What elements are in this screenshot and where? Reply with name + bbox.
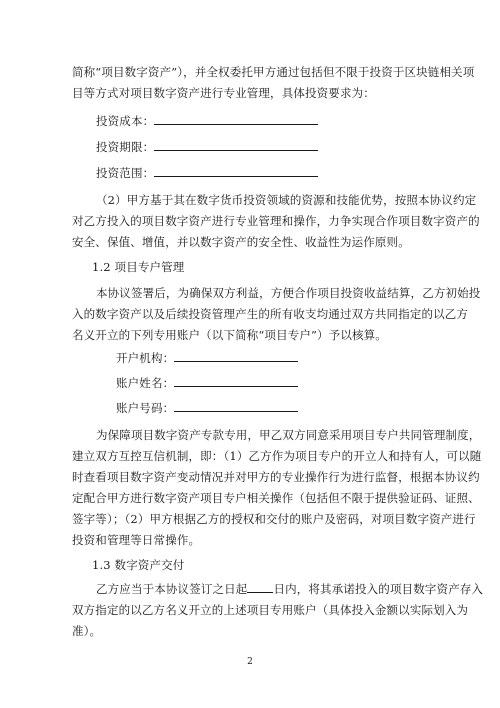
investment-period-blank bbox=[154, 139, 318, 151]
paragraph-line: 本协议签署后，为确保双方利益，方便合作项目投资收益结算，乙方初始投 bbox=[96, 286, 481, 300]
paragraph-line: 对乙方投入的项目数字资产进行专业管理和操作，力争实现合作项目数字资产的 bbox=[72, 214, 480, 228]
bank-field bbox=[116, 350, 298, 366]
investment-cost-field bbox=[96, 113, 318, 129]
account-number-label: 账户号码： bbox=[116, 401, 175, 415]
paragraph-line: （2）甲方基于其在数字货币投资领域的资源和技能优势，按照本协议约定 bbox=[96, 193, 477, 207]
delivery-text-end: 日内，将其承诺投入的项目数字资产存入 bbox=[273, 582, 484, 596]
investment-cost-blank bbox=[154, 113, 318, 125]
delivery-text-start: 乙方应当于本协议签订之日起 bbox=[96, 582, 248, 596]
account-number-field bbox=[116, 400, 298, 416]
paragraph-line: 入的数字资产以及后续投资管理产生的所有收支均通过双方共同指定的以乙方 bbox=[72, 307, 469, 321]
account-name-blank bbox=[174, 375, 298, 387]
bank-blank bbox=[174, 350, 298, 362]
delivery-deadline-line bbox=[96, 581, 483, 597]
investment-period-field bbox=[96, 139, 318, 155]
investment-scope-label: 投资范围： bbox=[96, 166, 155, 180]
investment-cost-label: 投资成本： bbox=[96, 114, 155, 128]
paragraph-line: 准）。 bbox=[72, 624, 102, 638]
account-number-blank bbox=[174, 400, 298, 412]
paragraph-line: 为保障项目数字资产专款专用，甲乙双方同意采用项目专户共同管理制度， bbox=[96, 428, 481, 442]
page-number: 2 bbox=[247, 657, 253, 667]
paragraph-line: 投资和管理等日常操作。 bbox=[72, 533, 201, 547]
paragraph-line: 签字等）；（2）甲方根据乙方的授权和交付的账户及密码，对项目数字资产进行 bbox=[72, 512, 476, 526]
section-heading-1-3: 1.3 数字资产交付 bbox=[92, 558, 185, 572]
paragraph-line: 目等方式对项目数字资产进行专业管理，具体投资要求为： bbox=[72, 86, 375, 100]
paragraph-line: 建立双方互控互信机制，即：（1）乙方作为项目专户的开立人和持有人，可以随 bbox=[72, 449, 482, 463]
paragraph-line: 简称“项目数字资产”），并全权委托甲方通过包括但不限于投资于区块链相关项 bbox=[72, 65, 475, 79]
bank-label: 开户机构： bbox=[116, 351, 175, 365]
days-blank bbox=[247, 581, 273, 593]
section-heading-1-2: 1.2 项目专户管理 bbox=[92, 260, 185, 274]
paragraph-line: 名义开立的下列专用账户（以下简称“项目专户”）予以核算。 bbox=[72, 328, 387, 342]
account-name-label: 账户姓名： bbox=[116, 376, 175, 390]
investment-scope-field bbox=[96, 165, 318, 181]
investment-scope-blank bbox=[154, 165, 318, 177]
paragraph-line: 时查看项目数字资产变动情况并对甲方的专业操作行为进行监督，根据本协议约 bbox=[72, 470, 480, 484]
paragraph-line: 安全、保值、增值，并以数字资产的安全性、收益性为运作原则。 bbox=[72, 235, 410, 249]
investment-period-label: 投资期限： bbox=[96, 140, 155, 154]
paragraph-line: 定配合甲方进行数字资产项目专户相关操作（包括但不限于提供验证码、证照、 bbox=[72, 491, 480, 505]
account-name-field bbox=[116, 375, 298, 391]
paragraph-line: 双方指定的以乙方名义开立的上述项目专用账户（具体投入金额以实际划入为 bbox=[72, 603, 469, 617]
